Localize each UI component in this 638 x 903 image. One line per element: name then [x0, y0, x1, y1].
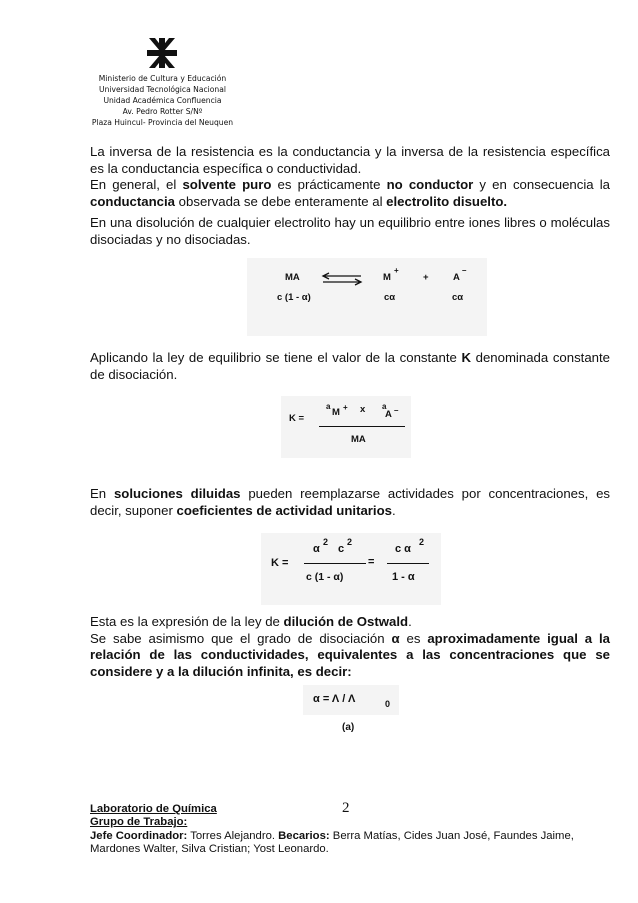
- eq-term: c (1 - α): [277, 292, 311, 303]
- paragraph-equilibrium-constant: [90, 350, 610, 383]
- eq-term: cα: [384, 292, 396, 303]
- eq-superscript: 2: [347, 537, 353, 547]
- bold-text: soluciones diluidas: [113, 486, 241, 501]
- institution-line: Unidad Académica Confluencia: [103, 96, 222, 105]
- eq-term: c α: [395, 543, 411, 555]
- equation-label: (a): [342, 722, 355, 733]
- eq-term: K =: [271, 557, 289, 569]
- text: [90, 614, 610, 631]
- footer-group-label: Grupo de Trabajo:: [90, 816, 188, 829]
- institution-block: [90, 73, 235, 128]
- text: En: [90, 486, 114, 501]
- footer-lab-title: Laboratorio de Química: [90, 803, 217, 815]
- eq-term: A: [453, 272, 460, 283]
- paragraph-equilibrium: En una disolución de cualquier electrolito hay un equilibrio entre iones libres o moléculas disociadas y no disociadas.: [90, 215, 610, 247]
- institution-line: Av. Pedro Rotter S/Nº: [122, 107, 203, 116]
- text: Berra Matías, Cides Juan José, Faundes Jaime, Mardones Walter, Silva Cristian; Yost Leonardo.: [90, 829, 574, 856]
- text: Se sabe asimismo que el grado de disociación: [90, 630, 392, 646]
- paragraph-dilute-solutions: [90, 486, 610, 519]
- eq-term: α: [313, 543, 320, 555]
- institution-line: Universidad Tecnológica Nacional: [99, 85, 226, 94]
- eq-term: a: [326, 402, 331, 411]
- eq-term: +: [423, 272, 429, 283]
- utn-logo: [147, 38, 177, 68]
- paragraph-ostwald: [90, 614, 610, 680]
- equation-constant-concentrations: [261, 533, 441, 605]
- equation-degree-dissociation: [303, 685, 399, 715]
- paragraph-conductance: [90, 144, 610, 210]
- equilibrium-arrow-icon: [321, 272, 363, 286]
- text: observada se debe enteramente al: [175, 193, 387, 209]
- bold-text: solvente puro: [182, 177, 272, 192]
- eq-term: c: [338, 543, 345, 555]
- bold-text: aproximadamente igual a la relación de las conductividades, equivalentes a las concentraciones que se considere y a la dilución infinita, es decir:: [90, 630, 611, 679]
- eq-term: c (1 - α): [306, 571, 344, 583]
- bold-text: electrolito disuelto.: [386, 193, 508, 209]
- text: y en consecuencia la: [473, 177, 611, 192]
- eq-superscript: –: [462, 266, 467, 275]
- eq-term: a: [382, 402, 387, 411]
- fraction-bar: [304, 563, 366, 564]
- text: Torres Alejandro.: [187, 829, 279, 842]
- text: En general, el: [90, 177, 183, 192]
- text: pueden reemplazarse actividades por concentraciones, es decir, suponer: [90, 486, 610, 518]
- fraction-bar: [387, 563, 429, 564]
- eq-superscript: –: [394, 406, 399, 415]
- eq-term: K =: [289, 413, 305, 424]
- text: denominada constante de disociación.: [90, 350, 611, 382]
- eq-term: α = Λ / Λ: [313, 693, 356, 705]
- text: .: [408, 614, 412, 629]
- text: [90, 631, 610, 681]
- institution-line: Ministerio de Cultura y Educación: [98, 74, 227, 83]
- footer: [90, 803, 620, 857]
- eq-term: M: [332, 407, 340, 418]
- eq-term: x: [360, 404, 366, 415]
- eq-term: 1 - α: [392, 571, 415, 583]
- eq-superscript: 2: [323, 537, 329, 547]
- bold-text: Becarios:: [278, 829, 330, 842]
- text: La inversa de la resistencia es la conductancia y la inversa de la resistencia específica es la conductancia específica o conductividad.: [90, 144, 610, 176]
- page-number: 2: [342, 800, 350, 816]
- text: Esta es la expresión de la ley de: [90, 614, 284, 629]
- bold-text: Jefe Coordinador:: [90, 829, 188, 842]
- equation-constant-activities: [281, 396, 411, 458]
- bold-text: conductancia: [90, 193, 176, 209]
- eq-superscript: +: [343, 403, 348, 412]
- text: es prácticamente: [271, 177, 387, 192]
- eq-term: MA: [351, 434, 366, 445]
- bold-text: dilución de Ostwald: [283, 614, 409, 629]
- institution-line: Plaza Huincul- Provincia del Neuquen: [91, 118, 234, 127]
- text: Aplicando la ley de equilibrio se tiene el valor de la constante: [90, 350, 462, 365]
- text: .: [391, 502, 396, 518]
- eq-term: MA: [285, 272, 300, 283]
- bold-text: coeficientes de actividad unitarios: [176, 502, 392, 518]
- eq-term: M: [383, 272, 391, 283]
- text: es: [399, 630, 428, 646]
- bold-text: K: [461, 350, 471, 365]
- eq-superscript: +: [394, 266, 399, 275]
- equation-dissociation: [247, 258, 487, 336]
- bold-text: no conductor: [386, 177, 474, 192]
- footer-credits: [90, 830, 620, 857]
- text: [90, 177, 610, 210]
- bold-text: α: [391, 630, 400, 646]
- eq-term: A: [385, 409, 392, 420]
- eq-subscript: 0: [385, 699, 391, 709]
- eq-superscript: 2: [419, 537, 425, 547]
- fraction-bar: [319, 426, 405, 427]
- eq-term: =: [368, 556, 375, 568]
- eq-term: cα: [452, 292, 464, 303]
